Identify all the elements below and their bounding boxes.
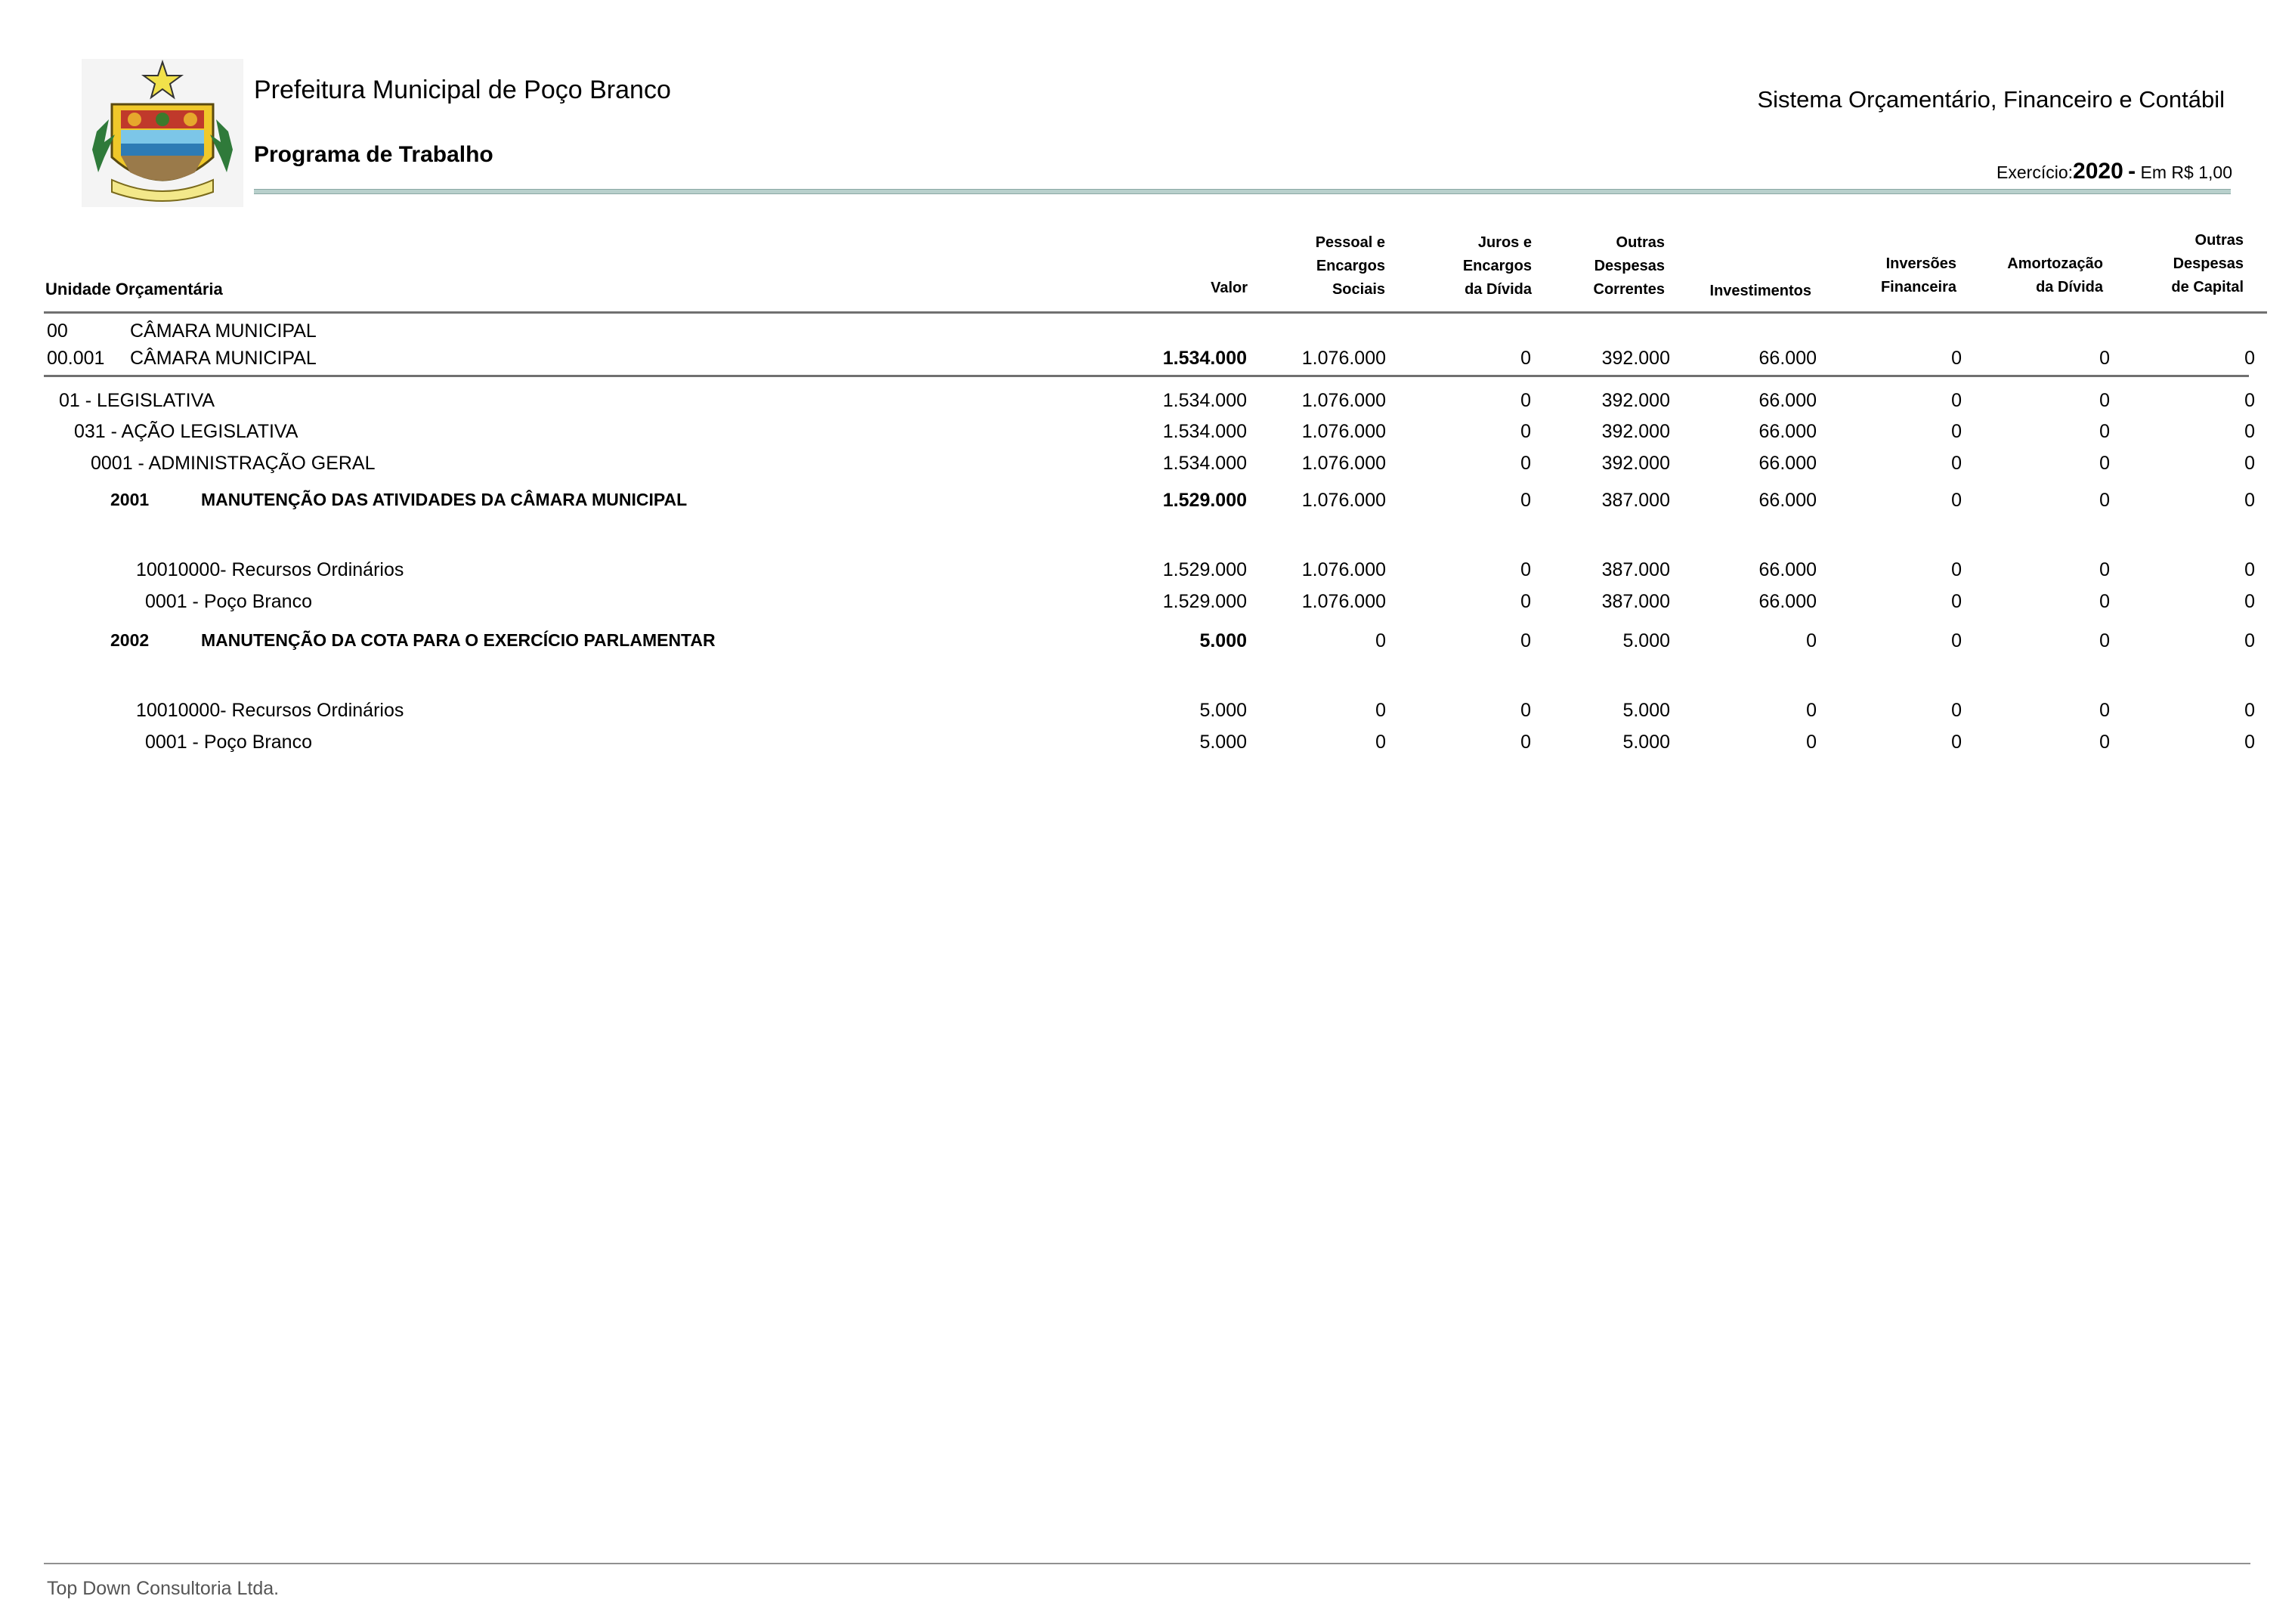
header-line: Despesas xyxy=(2173,255,2244,272)
cell-outras-correntes: 392.000 xyxy=(1601,453,1670,474)
header-line: Correntes xyxy=(1593,281,1665,298)
cell-outras-capital: 0 xyxy=(2244,348,2255,369)
unit-row xyxy=(0,320,2295,351)
cell-outras-capital: 0 xyxy=(2244,559,2255,580)
column-header-pessoal xyxy=(1316,231,1385,302)
table-row xyxy=(0,453,2295,483)
cell-inversoes: 0 xyxy=(1951,421,1962,442)
action-code: 2002 xyxy=(110,630,150,650)
column-header-investimentos xyxy=(1710,280,1811,303)
cell-valor: 1.534.000 xyxy=(1162,390,1247,411)
cell-valor: 1.534.000 xyxy=(1162,453,1247,474)
cell-amortizacao: 0 xyxy=(2099,390,2110,411)
cell-amortizacao: 0 xyxy=(2099,700,2110,721)
cell-valor: 1.529.000 xyxy=(1162,490,1247,511)
cell-investimentos: 66.000 xyxy=(1758,348,1817,369)
cell-amortizacao: 0 xyxy=(2099,453,2110,474)
cell-outras-capital: 0 xyxy=(2244,421,2255,442)
header-line: Pessoal e xyxy=(1315,234,1385,251)
cell-outras-correntes: 387.000 xyxy=(1601,490,1670,511)
cell-juros: 0 xyxy=(1520,421,1531,442)
cell-pessoal: 1.076.000 xyxy=(1301,591,1386,612)
column-header-unit: Unidade Orçamentária xyxy=(45,280,223,299)
cell-valor: 1.529.000 xyxy=(1162,559,1247,580)
row-label: 0001 - ADMINISTRAÇÃO GERAL xyxy=(91,453,376,474)
column-header-outras-correntes xyxy=(1594,231,1665,302)
cell-juros: 0 xyxy=(1520,490,1531,511)
cell-outras-correntes: 5.000 xyxy=(1622,732,1670,753)
table-row xyxy=(0,490,2295,520)
organization-name: Prefeitura Municipal de Poço Branco xyxy=(254,76,671,104)
system-name: Sistema Orçamentário, Financeiro e Contábil xyxy=(1757,86,2225,113)
exercise-separator: - xyxy=(2128,159,2136,184)
column-header-juros xyxy=(1463,231,1532,302)
cell-valor: 1.534.000 xyxy=(1162,421,1247,442)
cell-pessoal: 0 xyxy=(1375,630,1386,651)
cell-investimentos: 66.000 xyxy=(1758,421,1817,442)
header-line: Valor xyxy=(1211,280,1248,296)
cell-inversoes: 0 xyxy=(1951,700,1962,721)
header-line: Inversões xyxy=(1885,255,1956,272)
cell-juros: 0 xyxy=(1520,732,1531,753)
cell-amortizacao: 0 xyxy=(2099,421,2110,442)
header-line: de Capital xyxy=(2171,279,2244,295)
cell-juros: 0 xyxy=(1520,700,1531,721)
cell-inversoes: 0 xyxy=(1951,348,1962,369)
header-line: da Dívida xyxy=(2036,279,2103,295)
header-line: Investimentos xyxy=(1709,283,1811,299)
cell-juros: 0 xyxy=(1520,453,1531,474)
footer-divider xyxy=(44,1563,2250,1564)
cell-pessoal: 1.076.000 xyxy=(1301,453,1386,474)
cell-inversoes: 0 xyxy=(1951,630,1962,651)
table-row xyxy=(0,591,2295,621)
cell-juros: 0 xyxy=(1520,348,1531,369)
column-header-inversoes xyxy=(1881,252,1956,299)
cell-pessoal: 1.076.000 xyxy=(1301,390,1386,411)
cell-investimentos: 0 xyxy=(1806,700,1817,721)
row-label: 10010000- Recursos Ordinários xyxy=(136,700,404,721)
header-line: Amortozação xyxy=(2007,255,2103,272)
cell-investimentos: 0 xyxy=(1806,630,1817,651)
cell-pessoal: 1.076.000 xyxy=(1301,421,1386,442)
header-line: Encargos xyxy=(1462,258,1532,274)
header-line: Juros e xyxy=(1477,234,1532,251)
cell-outras-capital: 0 xyxy=(2244,732,2255,753)
cell-amortizacao: 0 xyxy=(2099,591,2110,612)
cell-pessoal: 1.076.000 xyxy=(1301,490,1386,511)
cell-investimentos: 66.000 xyxy=(1758,591,1817,612)
unit-rule xyxy=(44,375,2249,377)
row-label: MANUTENÇÃO DAS ATIVIDADES DA CÂMARA MUNICIPAL xyxy=(201,490,688,509)
cell-outras-correntes: 392.000 xyxy=(1601,421,1670,442)
cell-juros: 0 xyxy=(1520,630,1531,651)
column-header-amortizacao xyxy=(2007,252,2103,299)
unit-sub-row xyxy=(0,348,2295,378)
cell-pessoal: 0 xyxy=(1375,700,1386,721)
cell-pessoal: 1.076.000 xyxy=(1301,559,1386,580)
header-line: Encargos xyxy=(1316,258,1385,274)
unit-name: CÂMARA MUNICIPAL xyxy=(130,320,317,342)
cell-investimentos: 66.000 xyxy=(1758,559,1817,580)
column-header-valor xyxy=(1211,277,1248,300)
header-line: da Dívida xyxy=(1465,281,1532,298)
row-label: 0001 - Poço Branco xyxy=(145,732,312,753)
cell-investimentos: 66.000 xyxy=(1758,390,1817,411)
cell-valor: 1.529.000 xyxy=(1162,591,1247,612)
cell-juros: 0 xyxy=(1520,591,1531,612)
action-code: 2001 xyxy=(110,490,150,509)
cell-valor: 5.000 xyxy=(1199,630,1247,651)
table-row xyxy=(0,390,2295,420)
cell-amortizacao: 0 xyxy=(2099,348,2110,369)
cell-inversoes: 0 xyxy=(1951,453,1962,474)
report-title: Programa de Trabalho xyxy=(254,142,493,167)
cell-inversoes: 0 xyxy=(1951,591,1962,612)
table-row xyxy=(0,630,2295,660)
cell-outras-capital: 0 xyxy=(2244,390,2255,411)
cell-outras-correntes: 387.000 xyxy=(1601,591,1670,612)
cell-outras-capital: 0 xyxy=(2244,630,2255,651)
header-line: Outras xyxy=(1616,234,1665,251)
cell-outras-correntes: 392.000 xyxy=(1601,348,1670,369)
cell-juros: 0 xyxy=(1520,390,1531,411)
header-table-rule xyxy=(44,311,2267,314)
header-line: Outras xyxy=(2194,232,2244,249)
cell-outras-capital: 0 xyxy=(2244,453,2255,474)
cell-inversoes: 0 xyxy=(1951,490,1962,511)
exercise-label: Exercício: xyxy=(1997,162,2074,182)
cell-outras-correntes: 5.000 xyxy=(1622,630,1670,651)
cell-investimentos: 66.000 xyxy=(1758,490,1817,511)
cell-inversoes: 0 xyxy=(1951,732,1962,753)
cell-amortizacao: 0 xyxy=(2099,559,2110,580)
cell-inversoes: 0 xyxy=(1951,559,1962,580)
cell-outras-capital: 0 xyxy=(2244,591,2255,612)
cell-investimentos: 66.000 xyxy=(1758,453,1817,474)
cell-inversoes: 0 xyxy=(1951,390,1962,411)
cell-investimentos: 0 xyxy=(1806,732,1817,753)
row-label: 10010000- Recursos Ordinários xyxy=(136,559,404,580)
cell-pessoal: 1.076.000 xyxy=(1301,348,1386,369)
table-row xyxy=(0,732,2295,762)
table-row xyxy=(0,700,2295,730)
cell-amortizacao: 0 xyxy=(2099,490,2110,511)
header-line: Sociais xyxy=(1332,281,1385,298)
coat-of-arms-logo xyxy=(82,59,243,207)
cell-amortizacao: 0 xyxy=(2099,732,2110,753)
header-line: Despesas xyxy=(1594,258,1665,274)
cell-outras-capital: 0 xyxy=(2244,490,2255,511)
row-label: 01 - LEGISLATIVA xyxy=(59,390,215,411)
cell-valor: 5.000 xyxy=(1199,700,1247,721)
header-line: Financeira xyxy=(1880,279,1956,295)
header-divider xyxy=(254,189,2231,194)
table-row xyxy=(0,559,2295,589)
row-label: 031 - AÇÃO LEGISLATIVA xyxy=(74,421,298,442)
column-header-outras-capital xyxy=(2171,229,2244,299)
unit-code: 00 xyxy=(47,320,68,342)
cell-pessoal: 0 xyxy=(1375,732,1386,753)
cell-amortizacao: 0 xyxy=(2099,630,2110,651)
currency-note: Em R$ 1,00 xyxy=(2140,162,2232,182)
row-label: MANUTENÇÃO DA COTA PARA O EXERCÍCIO PARLAMENTAR xyxy=(201,630,716,650)
cell-outras-capital: 0 xyxy=(2244,700,2255,721)
cell-outras-correntes: 392.000 xyxy=(1601,390,1670,411)
cell-valor: 5.000 xyxy=(1199,732,1247,753)
exercise-year: 2020 xyxy=(2073,159,2123,184)
unit-code: 00.001 xyxy=(47,348,105,369)
exercise-info xyxy=(1997,159,2232,184)
row-label: 0001 - Poço Branco xyxy=(145,591,312,612)
footer-company: Top Down Consultoria Ltda. xyxy=(47,1578,280,1599)
unit-name: CÂMARA MUNICIPAL xyxy=(130,348,317,369)
cell-valor: 1.534.000 xyxy=(1162,348,1247,369)
table-row xyxy=(0,421,2295,451)
cell-juros: 0 xyxy=(1520,559,1531,580)
cell-outras-correntes: 387.000 xyxy=(1601,559,1670,580)
cell-outras-correntes: 5.000 xyxy=(1622,700,1670,721)
